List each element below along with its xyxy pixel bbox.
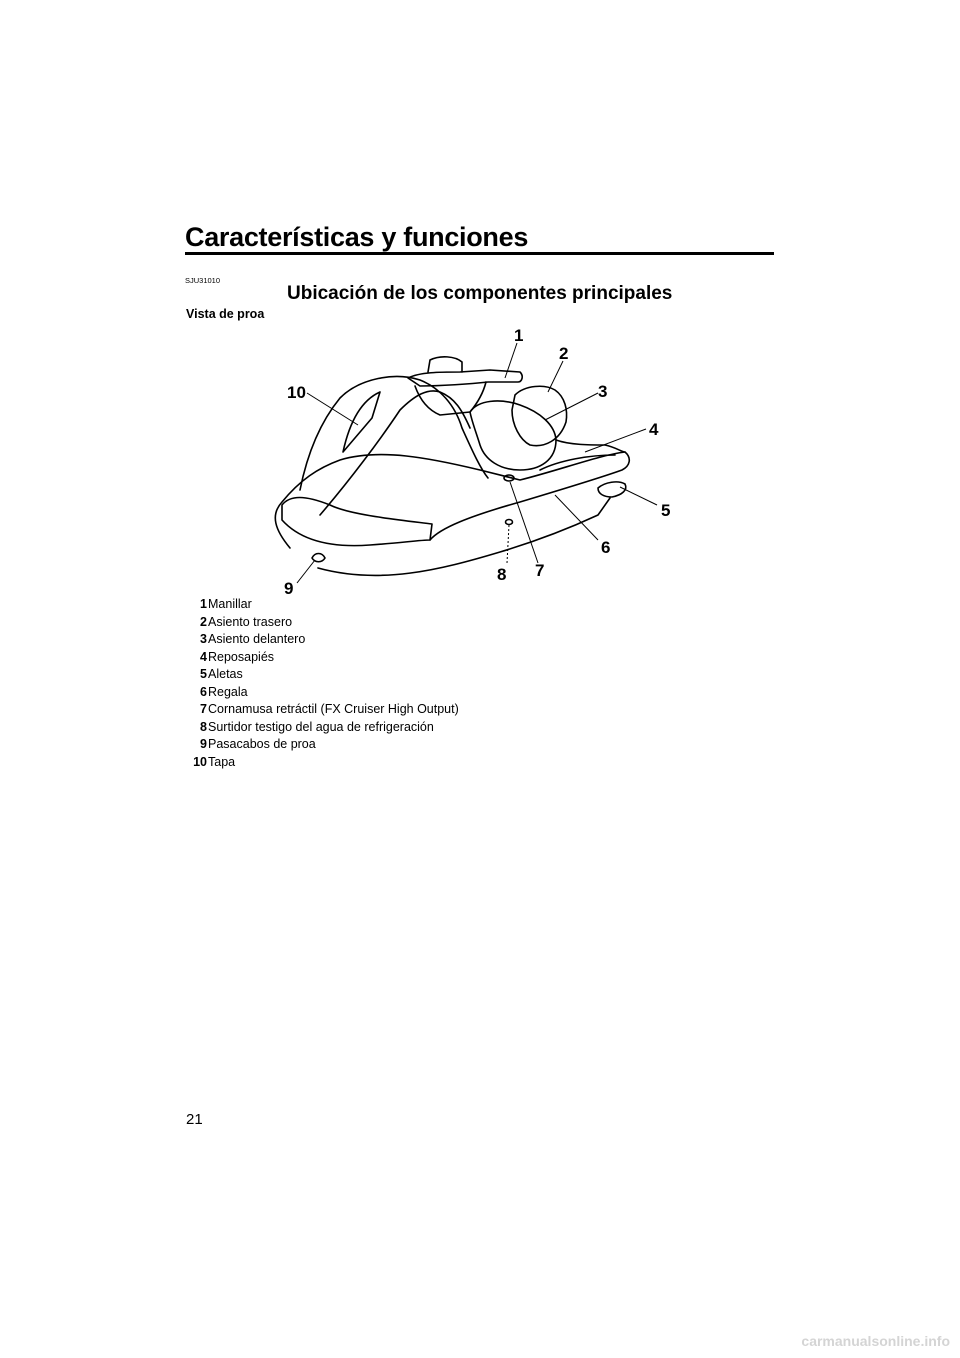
legend-item: 2 Asiento trasero [200, 614, 293, 629]
legend-item: 3 Asiento delantero [200, 632, 306, 646]
bow-bumper [282, 498, 432, 546]
legend-item: 5 Aletas [200, 667, 243, 681]
watercraft-illustration [250, 322, 690, 602]
nose-ridge [320, 391, 470, 515]
hull-underside [318, 498, 610, 575]
watermark: carmanualsonline.info [801, 1333, 950, 1349]
hull-outline [275, 452, 629, 548]
callout-1: 1 [514, 326, 524, 345]
sponson-shape [598, 482, 626, 497]
callout-9: 9 [284, 579, 294, 598]
chapter-title: Características y funciones [185, 222, 529, 252]
bow-eye-shape [312, 554, 325, 562]
legend-item: 8 Surtidor testigo del agua de refrigeración [200, 719, 434, 734]
legend-item: 7 Cornamusa retráctil (FX Cruiser High Output) [200, 702, 459, 716]
legend-item: 9 Pasacabos de proa [200, 737, 316, 751]
callout-7: 7 [535, 561, 545, 580]
legend-item: 10 Tapa [193, 754, 236, 769]
callout-3: 3 [598, 382, 608, 401]
nose-deck [300, 377, 488, 490]
cooling-outlet-shape [506, 520, 513, 525]
front-seat-shape [470, 401, 556, 470]
legend-item: 6 Regala [200, 684, 248, 699]
legend-item: 1 Manillar [200, 597, 252, 611]
reference-code: SJU31010 [185, 276, 221, 285]
legend-item: 4 Reposapiés [200, 649, 275, 664]
callout-2: 2 [559, 344, 569, 363]
rear-seat-shape [512, 386, 567, 445]
callout-8: 8 [497, 565, 507, 584]
section-title: Ubicación de los componentes principales [287, 283, 673, 304]
callout-6: 6 [601, 538, 611, 557]
component-legend [190, 597, 480, 772]
subsection-title: Vista de proa [186, 307, 265, 321]
callout-4: 4 [649, 420, 659, 439]
chapter-rule [185, 252, 774, 255]
callout-5: 5 [661, 501, 671, 520]
callout-10: 10 [287, 383, 306, 402]
page-number: 21 [186, 1111, 203, 1128]
hood-panel [343, 392, 380, 452]
